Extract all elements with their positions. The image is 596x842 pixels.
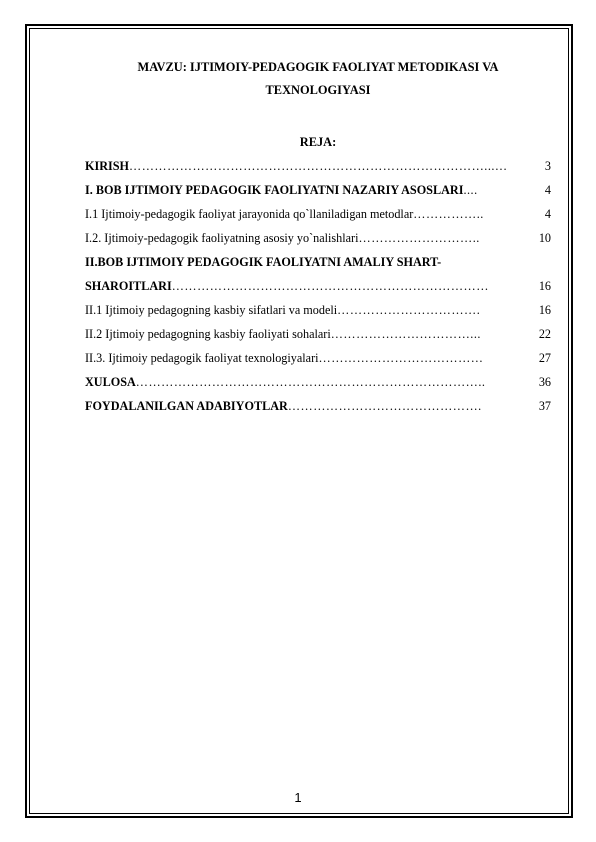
toc-page-number: 4 xyxy=(544,183,551,197)
toc-leader-dots: ……………………….. xyxy=(358,231,480,245)
toc-entry-text: I.2. Ijtimoiy-pedagogik faoliyatning asosiy yo`nalishlari xyxy=(85,231,359,245)
toc-page-number: 4 xyxy=(544,207,551,221)
toc-page-number: 16 xyxy=(538,279,551,293)
toc-entry-text: I.1 Ijtimoiy-pedagogik faoliyat jarayonida qo`llaniladigan metodlar xyxy=(85,207,414,221)
toc-page-number: 37 xyxy=(538,399,551,413)
toc-entry-text: SHAROITLARI xyxy=(85,279,172,293)
toc-page-number: 10 xyxy=(538,231,551,245)
toc-leader-dots: ………………………………… xyxy=(318,351,484,365)
toc-entry-text: II.3. Ijtimoiy pedagogik faoliyat texnologiyalari xyxy=(85,351,319,365)
toc-entry-chapter-1 xyxy=(85,180,551,204)
toc-page-number: 36 xyxy=(538,375,551,389)
table-of-contents xyxy=(85,156,551,420)
toc-entry-text: KIRISH xyxy=(85,159,130,173)
title-line-1: MAVZU: IJTIMOIY-PEDAGOGIK FAOLIYAT METODIKASI VA xyxy=(137,60,499,74)
page-number: 1 xyxy=(294,790,302,805)
toc-leader-dots: ………………………………………………………………… xyxy=(171,279,489,293)
toc-leader-dots: …………….. xyxy=(413,207,484,221)
toc-entry-text: II.2 Ijtimoiy pedagogning kasbiy faoliyati sohalari xyxy=(85,327,331,341)
toc-entry-text: II.1 Ijtimoiy pedagogning kasbiy sifatlari va modeli xyxy=(85,303,338,317)
toc-entry-chapter-2-line-2 xyxy=(85,276,551,300)
toc-page-number: 16 xyxy=(538,303,551,317)
toc-entry-text: I. BOB IJTIMOIY PEDAGOGIK FAOLIYATNI NAZARIY ASOSLARI xyxy=(85,183,464,197)
toc-entry-xulosa xyxy=(85,372,551,396)
document-title xyxy=(85,56,551,102)
toc-entry-text: II.BOB IJTIMOIY PEDAGOGIK FAOLIYATNI AMALIY SHART- xyxy=(85,255,442,269)
toc-entry-section-2-1 xyxy=(85,300,551,324)
toc-page-number: 27 xyxy=(538,351,551,365)
title-line-2: TEXNOLOGIYASI xyxy=(265,83,371,97)
toc-leader-dots: …………………………………………………………………………...… xyxy=(129,159,508,173)
toc-entry-text: XULOSA xyxy=(85,375,136,389)
toc-leader-dots: ……………………………. xyxy=(337,303,481,317)
toc-leader-dots: ……………………………………………………………………….. xyxy=(135,375,486,389)
toc-page-number: 22 xyxy=(538,327,551,341)
toc-entry-section-1-1 xyxy=(85,204,551,228)
toc-page-number: 3 xyxy=(544,159,551,173)
toc-entry-chapter-2-line-1 xyxy=(85,252,551,276)
toc-leader-dots: ……………………………... xyxy=(330,327,481,341)
toc-entry-text: FOYDALANILGAN ADABIYOTLAR xyxy=(85,399,288,413)
toc-leader-dots: .... xyxy=(463,183,478,197)
toc-entry-bibliography xyxy=(85,396,551,420)
toc-entry-section-1-2 xyxy=(85,228,551,252)
toc-entry-section-2-2 xyxy=(85,324,551,348)
plan-heading: REJA: xyxy=(299,135,337,149)
toc-entry-kirish xyxy=(85,156,551,180)
toc-leader-dots: ………………………………………. xyxy=(287,399,482,413)
toc-entry-section-2-3 xyxy=(85,348,551,372)
